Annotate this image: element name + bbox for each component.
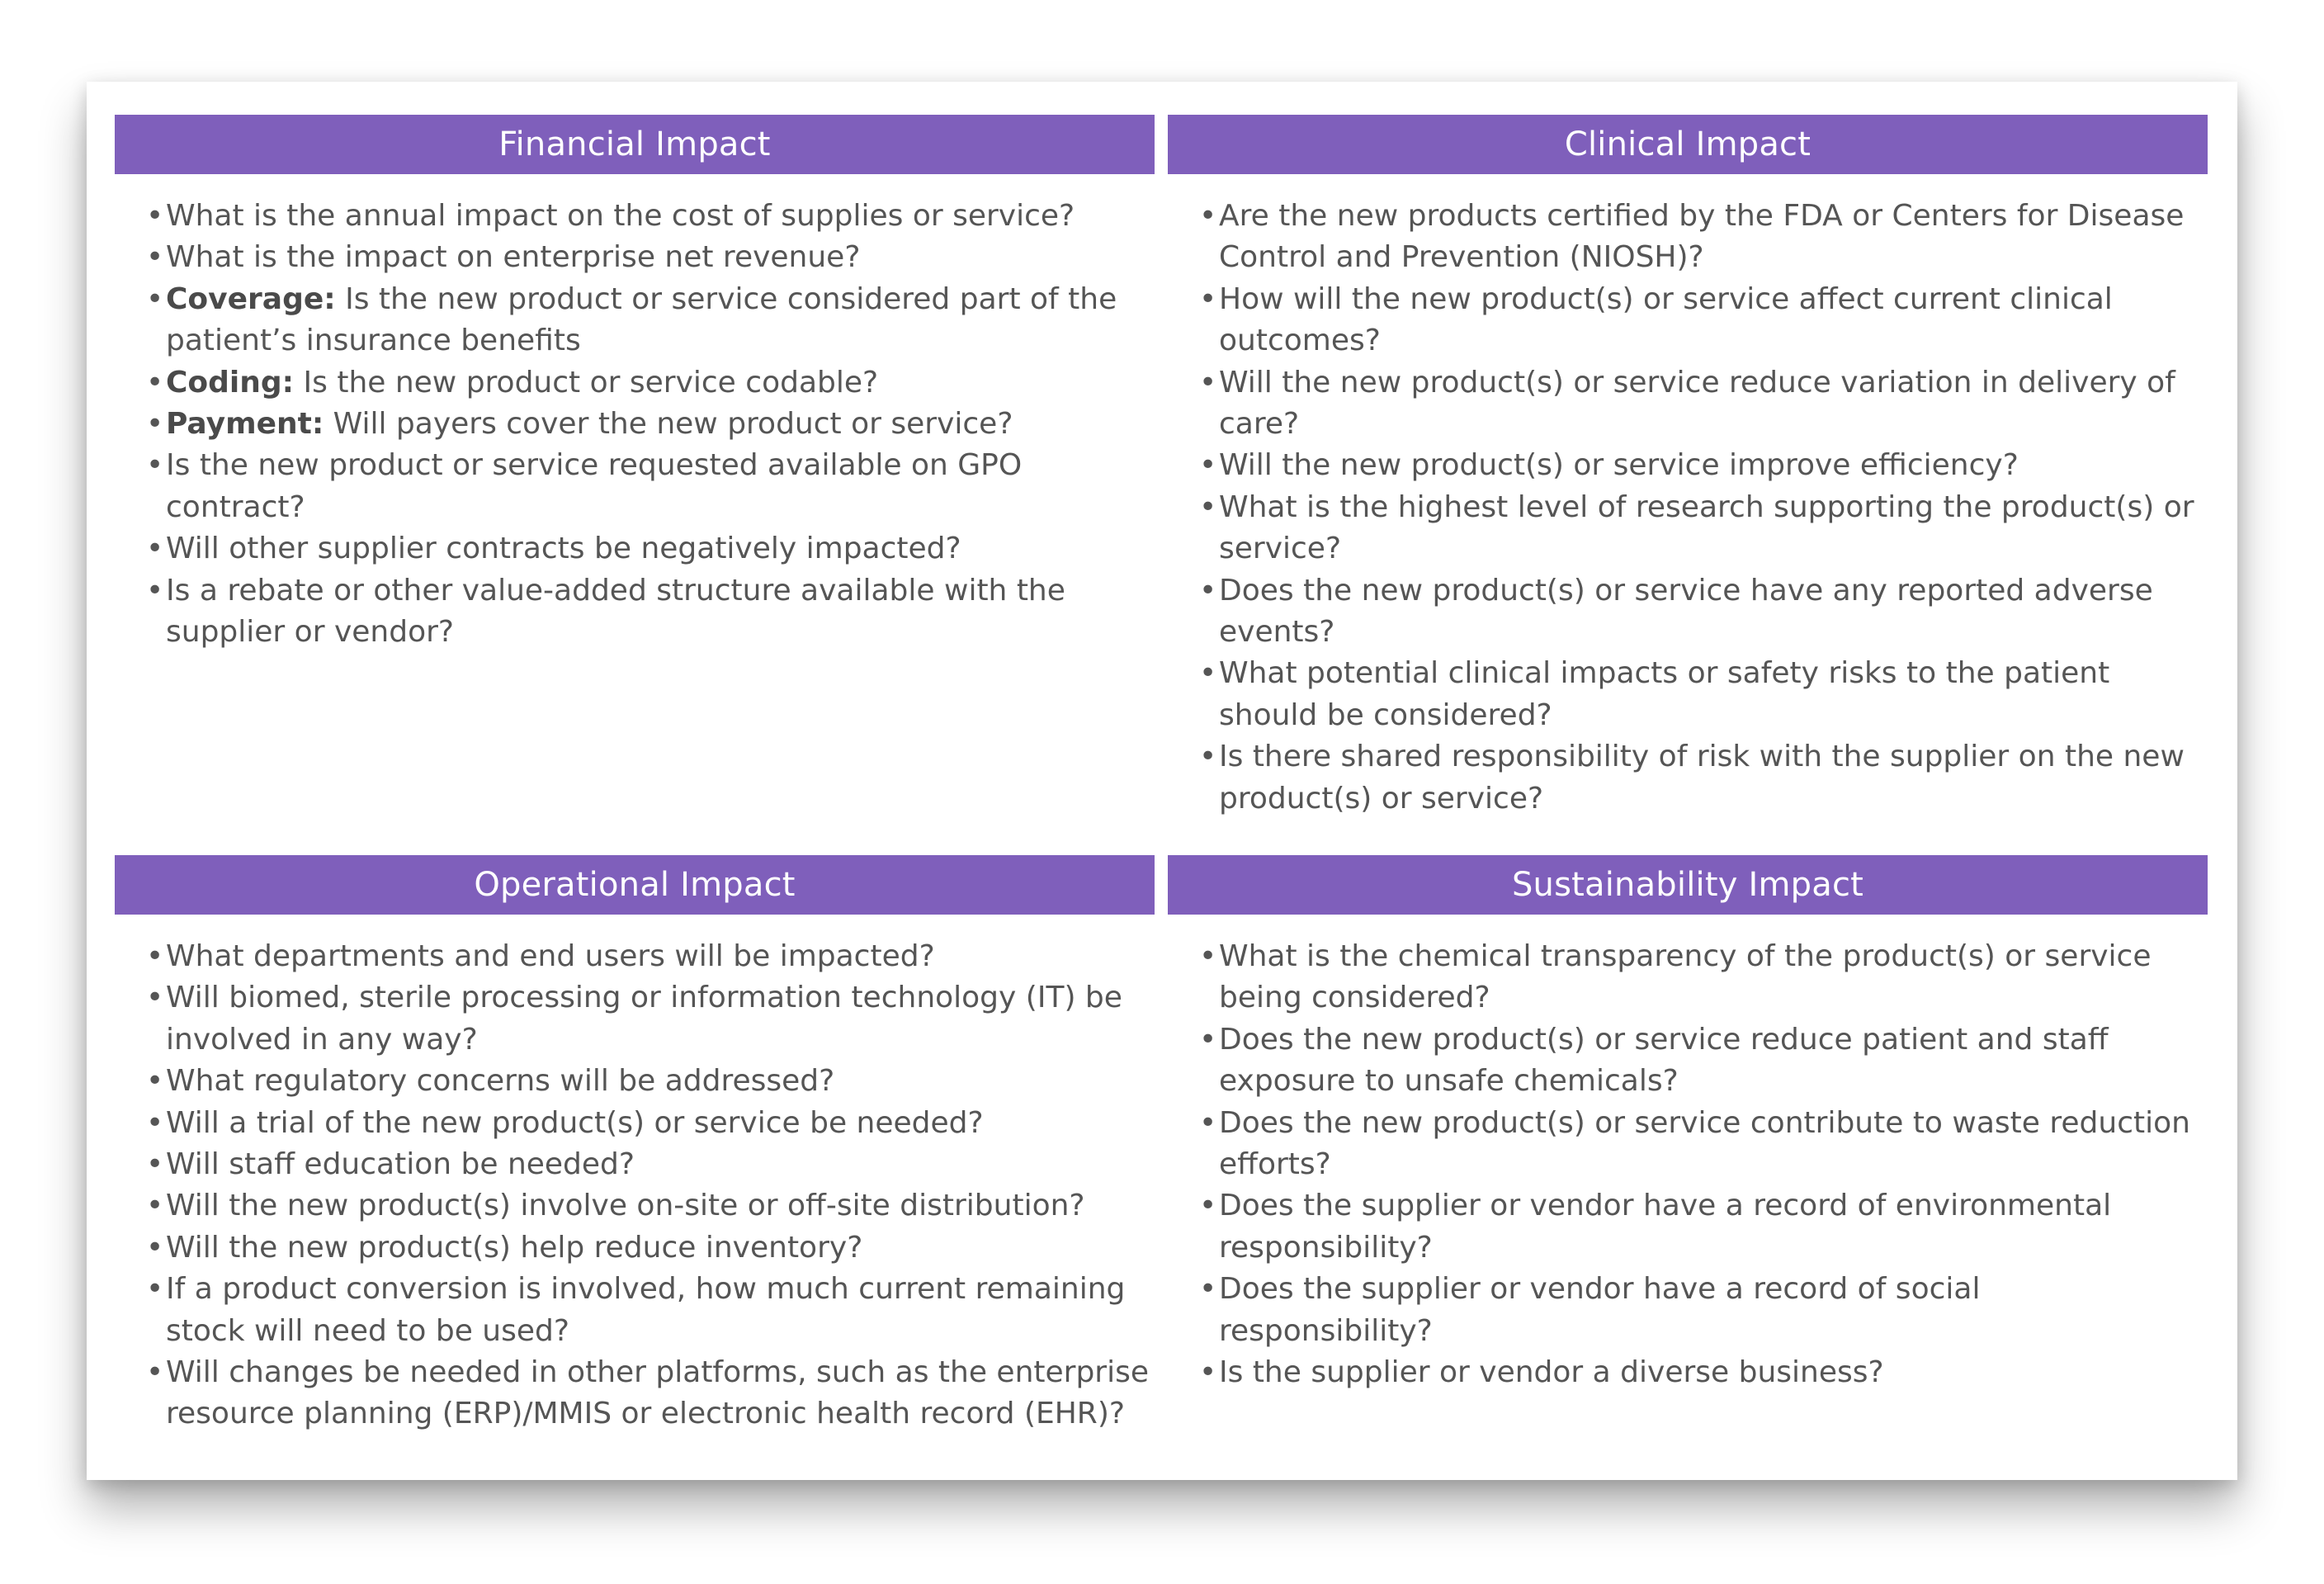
financial-impact-item [146, 196, 1155, 237]
clinical-impact-header: Clinical Impact [1168, 115, 2208, 174]
financial-impact-item [146, 362, 1155, 404]
sustainability-impact-panel [1168, 855, 2208, 1393]
item-text: Will changes be needed in other platforms, such as the enterprise resource planning (ERP)/MMIS or electronic health record (EHR)? [166, 1355, 1150, 1431]
operational-impact-item [146, 1352, 1155, 1435]
sustainability-impact-item [1199, 1352, 2208, 1393]
item-text: Will the new product(s) help reduce inventory? [166, 1230, 863, 1265]
item-text: Is the new product or service requested available on GPO contract? [166, 448, 1023, 524]
clinical-impact-item [1199, 445, 2208, 486]
sustainability-impact-item [1199, 1019, 2208, 1103]
item-text: Will the new product(s) involve on-site or off-site distribution? [166, 1189, 1085, 1223]
financial-impact-item [146, 528, 1155, 570]
item-text: Will other supplier contracts be negatively impacted? [166, 532, 961, 566]
item-text: What is the chemical transparency of the product(s) or service being considered? [1219, 939, 2152, 1015]
item-text: Will the new product(s) or service reduce variation in delivery of care? [1219, 365, 2175, 442]
clinical-impact-item [1199, 196, 2208, 279]
financial-impact-item [146, 570, 1155, 654]
clinical-impact-item [1199, 653, 2208, 736]
item-text: Is the supplier or vendor a diverse business? [1219, 1355, 1884, 1390]
item-text: Will a trial of the new product(s) or service be needed? [166, 1105, 984, 1140]
item-text: Will payers cover the new product or service? [324, 407, 1013, 442]
clinical-impact-panel [1168, 115, 2208, 820]
sustainability-impact-header: Sustainability Impact [1168, 855, 2208, 915]
operational-impact-list [115, 915, 1155, 1435]
item-text: Does the new product(s) or service reduce patient and staff exposure to unsafe chemicals? [1219, 1022, 2109, 1099]
item-text: If a product conversion is involved, how much current remaining stock will need to be used? [166, 1272, 1126, 1348]
operational-impact-item [146, 1269, 1155, 1352]
item-text: Is there shared responsibility of risk with the supplier on the new product(s) or service? [1219, 740, 2185, 816]
clinical-impact-item [1199, 487, 2208, 570]
operational-impact-item [146, 1061, 1155, 1102]
financial-impact-item [146, 237, 1155, 278]
operational-impact-header: Operational Impact [115, 855, 1155, 915]
financial-impact-header: Financial Impact [115, 115, 1155, 174]
sustainability-impact-item [1199, 1103, 2208, 1186]
item-text: Will biomed, sterile processing or information technology (IT) be involved in any way? [166, 981, 1122, 1057]
sustainability-impact-list [1168, 915, 2208, 1393]
item-text: What potential clinical impacts or safety risks to the patient should be considered? [1219, 656, 2110, 732]
item-text: Is the new product or service considered part of the patient’s insurance benefits [166, 281, 1117, 358]
financial-impact-list [115, 174, 1155, 653]
operational-impact-item [146, 977, 1155, 1061]
financial-impact-item [146, 445, 1155, 528]
item-text: What is the highest level of research supporting the product(s) or service? [1219, 489, 2194, 566]
item-text: How will the new product(s) or service affect current clinical outcomes? [1219, 281, 2113, 358]
item-text: Does the supplier or vendor have a record of environmental responsibility? [1219, 1189, 2112, 1265]
operational-impact-item [146, 1185, 1155, 1227]
item-text: What departments and end users will be impacted? [166, 939, 935, 973]
clinical-impact-item [1199, 736, 2208, 820]
item-text: Does the supplier or vendor have a record of social responsibility? [1219, 1272, 1981, 1348]
impact-card [87, 82, 2237, 1480]
financial-impact-item [146, 279, 1155, 362]
operational-impact-panel [115, 855, 1155, 1435]
clinical-impact-item [1199, 570, 2208, 654]
item-text: Are the new products certified by the FDA or Centers for Disease Control and Prevention (NIOSH)? [1219, 199, 2185, 275]
sustainability-impact-item [1199, 936, 2208, 1019]
item-text: What regulatory concerns will be addressed? [166, 1064, 835, 1099]
item-text: Does the new product(s) or service have any reported adverse events? [1219, 573, 2153, 650]
item-text: Is the new product or service codable? [294, 365, 879, 400]
clinical-impact-item [1199, 362, 2208, 446]
item-text: Will the new product(s) or service improve efficiency? [1219, 448, 2019, 483]
operational-impact-item [146, 1103, 1155, 1144]
item-text: Will staff education be needed? [166, 1147, 635, 1182]
operational-impact-item [146, 1227, 1155, 1269]
item-text: Is a rebate or other value-added structure available with the supplier or vendor? [166, 573, 1065, 650]
clinical-impact-item [1199, 279, 2208, 362]
sustainability-impact-item [1199, 1185, 2208, 1269]
sustainability-impact-item [1199, 1269, 2208, 1352]
operational-impact-item [146, 936, 1155, 977]
operational-impact-item [146, 1144, 1155, 1185]
item-text: What is the annual impact on the cost of supplies or service? [166, 199, 1075, 233]
financial-impact-item [146, 404, 1155, 445]
clinical-impact-list [1168, 174, 2208, 820]
item-label: Coverage: [166, 281, 336, 316]
item-text: Does the new product(s) or service contribute to waste reduction efforts? [1219, 1105, 2190, 1182]
item-text: What is the impact on enterprise net revenue? [166, 240, 861, 275]
financial-impact-panel [115, 115, 1155, 653]
item-label: Payment: [166, 407, 324, 442]
item-label: Coding: [166, 365, 295, 400]
